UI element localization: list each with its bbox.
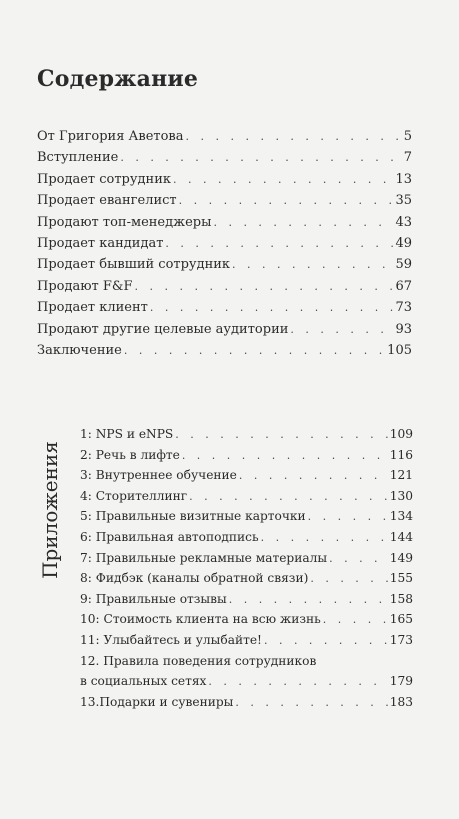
appendix-entry-page: 179 [389,674,413,689]
page-title: Содержание [37,66,199,92]
appendix-entry[interactable] [80,424,413,445]
toc-entry-page: 49 [395,235,412,251]
leader-dots [232,254,393,275]
leader-dots [229,590,388,611]
toc-entry[interactable] [37,340,412,361]
toc-entry[interactable] [37,212,412,233]
appendix-entry[interactable] [80,445,413,466]
leader-dots [179,190,394,211]
toc-entry-label: Продает клиент [37,300,148,316]
appendix-entry-page: 155 [389,571,413,586]
appendix-entry-label: 5: Правильные визитные карточки [80,509,306,524]
appendix-entry-page: 130 [389,488,413,503]
leader-dots [208,672,387,693]
appendix-entry[interactable] [80,692,413,713]
toc-entry[interactable] [37,147,412,168]
appendix-entry-page: 121 [389,468,413,483]
toc-entry-page: 35 [395,193,412,209]
toc-entry-label: Продает сотрудник [37,171,171,187]
leader-dots [235,693,387,714]
appendix-entry-label: 7: Правильные рекламные материалы [80,550,328,565]
toc-entry-page: 13 [395,171,412,187]
appendix-title-text: Приложения [38,441,62,579]
leader-dots [173,169,393,190]
leader-dots [182,446,388,467]
toc-entry-label: Продает кандидат [37,235,164,251]
leader-dots [323,610,388,631]
leader-dots [290,319,393,340]
toc-entry-page: 73 [395,300,412,316]
appendix-entry-label: в социальных сетях [80,674,207,689]
toc-entry-label: Продают F&F [37,278,133,294]
appendix-entry-page: 144 [389,529,413,544]
appendix-entry-label: 9: Правильные отзывы [80,591,227,606]
appendix-entry[interactable] [80,486,413,507]
toc-entry-page: 59 [395,257,412,273]
toc-entry[interactable] [37,319,412,340]
toc-entry-label: Продают другие целевые аудитории [37,321,289,337]
toc-entry[interactable] [37,297,412,318]
leader-dots [329,549,388,570]
toc-entry-page: 43 [395,214,412,230]
appendix-entry[interactable] [80,609,413,630]
appendix-entry-page: 109 [389,427,413,441]
appendix-section-title [33,420,67,600]
leader-dots [150,297,394,318]
appendix-entry-page: 183 [389,694,413,709]
toc-entry-label: Вступление [37,150,119,166]
toc-entry[interactable] [37,276,412,297]
appendix-entry[interactable] [80,465,413,486]
appendix-entry-label: 8: Фидбэк (каналы обратной связи) [80,571,309,586]
appendix-entry[interactable] [80,506,413,527]
appendix-entry[interactable] [80,548,413,569]
appendix-entry[interactable] [80,589,413,610]
leader-dots [175,425,387,446]
leader-dots [135,276,394,297]
leader-dots [239,466,388,487]
leader-dots [213,212,393,233]
leader-dots [185,126,401,147]
appendix-entry-page: 158 [389,591,413,606]
appendix-list [80,424,413,712]
toc-entry[interactable] [37,254,412,275]
appendix-entry-page: 134 [389,509,413,524]
toc-entry-page: 7 [403,150,412,166]
appendix-entry-label: 3: Внутреннее обучение [80,468,237,483]
toc-entry[interactable] [37,190,412,211]
toc-entry-page: 93 [395,321,412,337]
appendix-entry-page: 173 [389,632,413,647]
leader-dots [124,340,385,361]
toc-entry[interactable] [37,169,412,190]
appendix-entry-label: 13.Подарки и сувениры [80,694,234,709]
appendix-entry[interactable] [80,630,413,651]
appendix-entry-label: 10: Стоимость клиента на всю жизнь [80,612,321,627]
leader-dots [308,507,388,528]
appendix-entry[interactable] [80,527,413,548]
appendix-entry-label: 4: Сторителлинг [80,488,188,503]
toc-entry-label: Продают топ-менеджеры [37,214,212,230]
leader-dots [310,569,387,590]
leader-dots [261,528,388,549]
leader-dots [189,487,388,508]
appendix-entry-label: 6: Правильная автоподпись [80,529,259,544]
appendix-entry-label: 12. Правила поведения сотрудников [80,653,317,668]
toc-entry-page: 67 [395,278,412,294]
table-of-contents [37,126,412,361]
toc-entry[interactable] [37,126,412,147]
appendix-entry-page: 165 [389,612,413,627]
appendix-entry-continued[interactable] [80,671,413,692]
toc-entry-label: Продает евангелист [37,193,177,209]
appendix-entry-label: 11: Улыбайтесь и улыбайте! [80,632,262,647]
leader-dots [165,233,393,254]
toc-entry-page: 105 [387,342,412,358]
appendix-entry-label: 1: NPS и eNPS [80,427,174,441]
appendix-entry-label: 2: Речь в лифте [80,447,180,462]
toc-entry-label: От Григория Аветова [37,129,184,144]
toc-entry-label: Заключение [37,342,122,358]
leader-dots [264,631,388,652]
appendix-entry[interactable] [80,651,413,672]
appendix-entry[interactable] [80,568,413,589]
toc-entry-label: Продает бывший сотрудник [37,257,231,273]
toc-entry-page: 5 [403,129,412,144]
toc-entry[interactable] [37,233,412,254]
leader-dots [120,147,401,168]
appendix-entry-page: 149 [389,550,413,565]
appendix-entry-page: 116 [389,447,413,462]
